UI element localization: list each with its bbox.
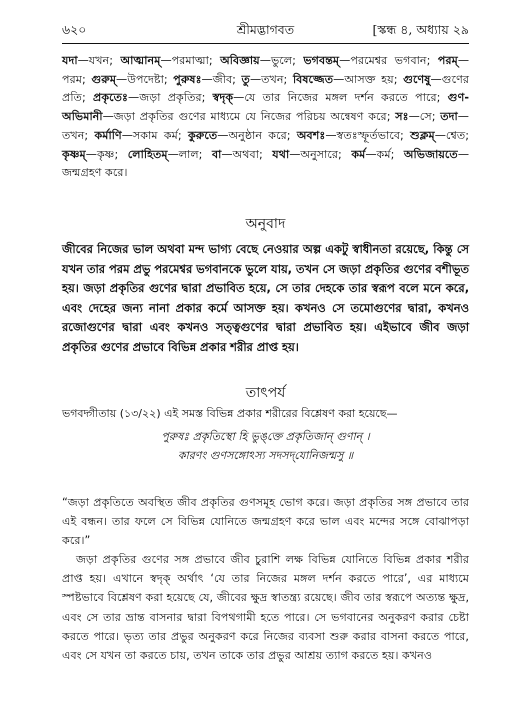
purport-body <box>62 493 469 665</box>
synonym-meaning: —আসক্ত হয়; <box>333 72 404 86</box>
translation-heading: অনুবাদ <box>245 216 286 232</box>
synonym-word: তদা <box>440 110 458 124</box>
synonym-word: অবশঃ <box>296 128 326 142</box>
synonym-word: আত্মানম্ <box>120 54 161 67</box>
synonym-entry <box>272 148 351 161</box>
synonym-entry <box>303 54 438 67</box>
page-number: ৬২০ <box>62 22 87 37</box>
synonym-meaning: —সকাম কর্ম; <box>121 128 188 142</box>
synonym-meaning: —কর্ম; <box>365 147 404 161</box>
synonym-meaning: —জন্মগ্রহণ করে। <box>62 147 469 180</box>
synonym-word: তু <box>241 72 250 86</box>
synonym-word: কুরুতে <box>187 128 218 142</box>
synonym-meaning: —অথবা; <box>221 147 273 161</box>
gita-verse <box>62 428 469 465</box>
synonym-word: পুরুষঃ <box>173 72 202 86</box>
synonym-meaning: —সে; <box>408 110 441 124</box>
synonym-entry <box>212 148 272 161</box>
synonym-word: বিষজ্জেত <box>292 72 334 86</box>
synonym-entry <box>395 110 440 123</box>
synonym-word: গুণ-অভিমানী <box>62 91 469 124</box>
synonym-meaning: —কৃষ্ণ; <box>85 147 128 161</box>
synonym-entry <box>351 148 404 161</box>
synonym-word: গুরুম্ <box>91 72 117 86</box>
synonym-entry <box>91 73 173 86</box>
synonym-entry <box>62 54 120 67</box>
synonym-word: বা <box>211 147 222 161</box>
synonym-entry <box>128 148 212 161</box>
synonym-word: প্রকৃতেঃ <box>92 91 129 105</box>
synonym-word: কৃষ্ণম্ <box>62 147 86 161</box>
purport-paragraph: জড়া প্রকৃতির গুণের সঙ্গ প্রভাবে জীব চুরাশি লক্ষ বিভিন্ন যোনিতে বিভিন্ন প্রকার শরীর প্রাপ্ত হয়। এখানে স্বদৃক্ অর্থাৎ ‘যে তার নিজের মঙ্গল দর্শন করতে পারে’, এর মাধ্যমে স্পষ্টভাবে বিশ্লেষণ করা হয়েছে যে, জীবের ক্ষুদ্র স্বাতন্ত্র্য রয়েছে। জীব তার স্বরূপে অত্যন্ত ক্ষুদ্র, এবং সে তার ভ্রান্ত বাসনার দ্বারা বিপথগামী হতে পারে। সে ভগবানের অনুকরণ করার চেষ্টা করতে পারে। ভৃত্য তার প্রভুর অনুকরণ করে নিজের ব্যবসা শুরু করার বাসনা করতে পারে, এবং সে যখন তা করতে চায়, তখন তাকে তার প্রভুর আশ্রয় ত্যাগ করতে হয়। কখনও <box>62 553 469 662</box>
synonym-meaning: —পরম; <box>62 54 469 86</box>
synonym-word: স্বদৃক্ <box>212 91 234 105</box>
synonym-meaning: —অনুসারে; <box>289 147 352 161</box>
book-title: শ্রীমদ্ভাগবত <box>236 22 295 37</box>
synonym-word: গুণেষু <box>403 72 431 86</box>
synonym-word: যদা <box>62 54 78 67</box>
synonym-word: অবিজ্ঞায় <box>220 54 260 67</box>
synonym-entry <box>93 91 213 104</box>
synonym-entry <box>62 148 128 161</box>
synonym-meaning: —গুণের প্রতি; <box>62 72 469 105</box>
synonym-word: শুক্লম্ <box>410 128 435 142</box>
synonym-meaning: —লাল; <box>167 147 212 161</box>
synonym-word: লোহিতম্ <box>127 147 168 161</box>
synonym-meaning: —শ্বেত; <box>434 128 469 142</box>
synonym-meaning: —যে তার নিজের মঙ্গল দর্শন করতে পারে; <box>233 91 448 105</box>
page-header <box>62 22 469 42</box>
verse-line: পুরুষঃ প্রকৃতিস্থো হি ভুঙ্‌ক্তে প্রকৃতিজান্ গুণান্ । <box>161 430 370 443</box>
purport-heading: তাৎপর্য <box>245 385 286 401</box>
synonym-entry <box>293 73 403 86</box>
synonym-entry <box>213 91 448 104</box>
synonym-meaning: —তখন; <box>249 72 293 86</box>
synonym-entry <box>188 129 297 142</box>
synonym-word: কর্মাণি <box>94 128 122 142</box>
synonym-meaning: —ভুলে; <box>259 54 304 67</box>
synonym-entry <box>173 73 241 86</box>
synonym-meaning: —যখন; <box>77 54 121 67</box>
synonym-entry <box>410 129 469 142</box>
synonym-entry <box>297 129 410 142</box>
synonym-meaning: —পরমেশ্বর ভগবান; <box>339 54 438 67</box>
verse-translation-quote: “জড়া প্রকৃতিতে অবস্থিত জীব প্রকৃতির গুণসমূহ ভোগ করে। জড়া প্রকৃতির সঙ্গ প্রভাবে তার এই বন্ধন। তার ফলে সে বিভিন্ন যোনিতে জন্মগ্রহণ করে ভাল এবং মন্দের সঙ্গে বোঝাপড়া করে।” <box>62 496 469 548</box>
synonym-meaning: —জড়া প্রকৃতির গুণের মাধ্যমে যে নিজের পরিচয় অন্বেষণ করে; <box>102 110 396 124</box>
synonym-meaning: —স্বতঃস্ফূর্তভাবে; <box>325 128 411 142</box>
synonym-meaning: —তখন; <box>62 110 469 142</box>
synonym-word: ভগবন্তম্ <box>303 54 340 67</box>
synonym-meaning: —অনুষ্ঠান করে; <box>217 128 297 142</box>
synonym-meaning: —জীব; <box>201 72 242 86</box>
synonym-meaning: —জড়া প্রকৃতির; <box>128 91 213 105</box>
section-reference: [স্কন্ধ ৪, অধ্যায় ২৯ <box>372 22 469 37</box>
verse-line: কারণং গুণসঙ্গোঽস্য সদসদ্‌যোনিজন্মসু ॥ <box>177 448 354 462</box>
synonym-word: পরম্ <box>437 54 458 67</box>
synonym-entry <box>220 54 303 67</box>
synonym-entry <box>94 129 187 142</box>
synonym-entry <box>120 54 220 67</box>
synonym-word: কর্ম <box>351 147 366 161</box>
synonym-word: সঃ <box>395 110 409 124</box>
synonym-meaning: —উপদেষ্টা; <box>116 72 174 86</box>
synonym-meaning: —পরমাত্মা; <box>160 54 221 67</box>
synonym-entry <box>242 73 293 86</box>
synonym-word: যথা <box>272 147 290 161</box>
header-rule <box>62 43 469 44</box>
purport-intro: ভগবদ্গীতায় (১৩/২২) এই সমস্ত বিভিন্ন প্রকার শরীরের বিশ্লেষণ করা হয়েছে— <box>62 407 398 420</box>
translation-text: জীবের নিজের ভাল অথবা মন্দ ভাগ্য বেছে নেওয়ার অল্প একটু স্বাধীনতা রয়েছে, কিন্তু সে যখন তার পরম প্রভু পরমেশ্বর ভগবানকে ভুলে যায়, তখন সে জড়া প্রকৃতির গুণের বশীভূত হয়। জড়া প্রকৃতির গুণের দ্বারা প্রভাবিত হয়ে, সে তার দেহকে তার স্বরূপ বলে মনে করে, এবং দেহের জন্য নানা প্রকার কর্মে আসক্ত হয়। কখনও সে তমোগুণের দ্বারা, কখনও রজোগুণের দ্বারা এবং কখনও সত্ত্বগুণের দ্বারা প্রভাবিত হয়। এইভাবে জীব জড়া প্রকৃতির গুণের প্রভাবে বিভিন্ন প্রকার শরীর প্রাপ্ত হয়। <box>62 242 469 354</box>
synonyms-paragraph <box>62 52 469 183</box>
synonym-word: অভিজায়তে <box>403 147 458 161</box>
